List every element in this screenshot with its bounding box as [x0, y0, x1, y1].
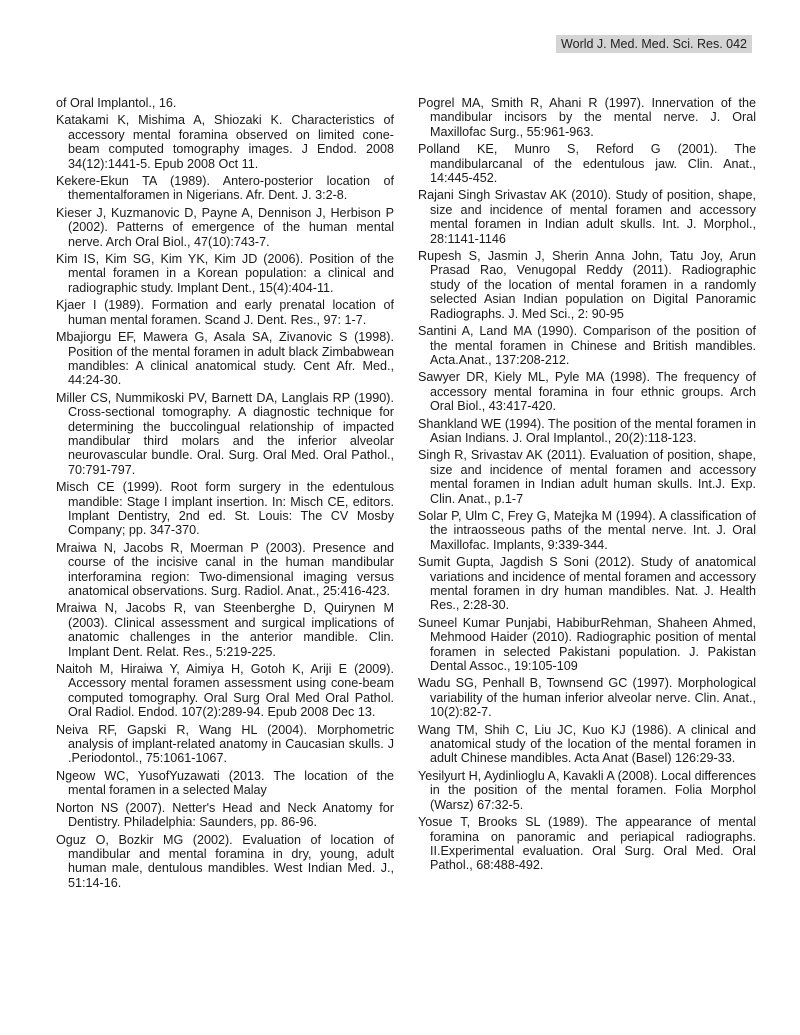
reference-entry: Sumit Gupta, Jagdish S Soni (2012). Study of anatomical variations and incidence of mental foramen and accessory mental foramen in dry human mandibles. Nat. J. Health Res., 2:28-30.	[418, 555, 756, 613]
reference-entry: Mraiwa N, Jacobs R, van Steenberghe D, Quirynen M (2003). Clinical assessment and surgical implications of anatomic challenges in the anterior mandible. Clin. Implant Dent. Relat. Res., 5:219-225.	[56, 601, 394, 659]
reference-entry: Yesilyurt H, Aydinlioglu A, Kavakli A (2008). Local differences in the position of the mental foramen. Folia Morphol (Warsz) 67:32-5.	[418, 768, 756, 812]
reference-entry: Rajani Singh Srivastav AK (2010). Study of position, shape, size and incidence of mental foramen and accessory mental foramen in Indian adult skulls. Int. J. Morphol., 28:1141-1146	[418, 188, 756, 246]
references-left-column	[56, 96, 394, 893]
reference-entry: Wadu SG, Penhall B, Townsend GC (1997). Morphological variability of the human inferior alveolar nerve. Clin. Anat., 10(2):82-7.	[418, 676, 756, 720]
reference-entry: Neiva RF, Gapski R, Wang HL (2004). Morphometric analysis of implant-related anatomy in Caucasian skulls. J .Periodontol., 75:1061-1067.	[56, 722, 394, 766]
running-head: World J. Med. Med. Sci. Res. 042	[556, 35, 752, 53]
reference-entry: Rupesh S, Jasmin J, Sherin Anna John, Tatu Joy, Arun Prasad Rao, Venugopal Reddy (2011). Radiographic study of the location of mental foramen in a randomly selected Asian Indian population on Digital Panoramic Radiographs. J. Med Sci., 2: 90-95	[418, 249, 756, 321]
reference-entry: Kieser J, Kuzmanovic D, Payne A, Dennison J, Herbison P (2002). Patterns of emergence of the human mental nerve. Arch Oral Biol., 47(10):743-7.	[56, 205, 394, 249]
reference-entry: of Oral Implantol., 16.	[56, 96, 177, 110]
reference-entry: Kjaer I (1989). Formation and early prenatal location of human mental foramen. Scand J. Dent. Res., 97: 1-7.	[56, 298, 394, 327]
reference-entry: Naitoh M, Hiraiwa Y, Aimiya H, Gotoh K, Ariji E (2009). Accessory mental foramen assessment using cone-beam computed tomography. Oral Surg Oral Med Oral Pathol. Oral Radiol. Endod. 107(2):289-94. Epub 2008 Dec 13.	[56, 662, 394, 720]
reference-entry: Sawyer DR, Kiely ML, Pyle MA (1998). The frequency of accessory mental foramina in four ethnic groups. Arch Oral Biol., 43:417-420.	[418, 370, 756, 414]
reference-entry: Pogrel MA, Smith R, Ahani R (1997). Innervation of the mandibular incisors by the mental nerve. J. Oral Maxillofac Surg., 55:961-963.	[418, 96, 756, 139]
reference-entry: Mbajiorgu EF, Mawera G, Asala SA, Zivanovic S (1998). Position of the mental foramen in adult black Zimbabwean mandibles: A clinical anatomical study. Cent Afr. Med., 44:24-30.	[56, 330, 394, 388]
reference-entry: Ngeow WC, YusofYuzawati (2013. The location of the mental foramen in a selected Malay	[56, 768, 394, 798]
reference-entry: Polland KE, Munro S, Reford G (2001). The mandibularcanal of the edentulous jaw. Clin. Anat., 14:445-452.	[418, 142, 756, 186]
reference-entry: Solar P, Ulm C, Frey G, Matejka M (1994). A classification of the intraosseous paths of the mental nerve. Int. J. Oral Maxillofac. Implants, 9:339-344.	[418, 508, 756, 552]
reference-entry: Yosue T, Brooks SL (1989). The appearance of mental foramina on panoramic and periapical radiographs. II.Experimental evaluation. Oral Surg. Oral Med. Oral Pathol., 68:488-492.	[418, 815, 756, 873]
reference-entry: Katakami K, Mishima A, Shiozaki K. Characteristics of accessory mental foramina observed on limited cone-beam computed tomography images. J Endod. 2008 34(12):1441-5. Epub 2008 Oct 11.	[56, 113, 394, 171]
reference-entry: Kekere-Ekun TA (1989). Antero-posterior location of thementalforamen in Nigerians. Afr. Dent. J. 3:2-8.	[56, 174, 394, 203]
reference-entry: Kim IS, Kim SG, Kim YK, Kim JD (2006). Position of the mental foramen in a Korean population: a clinical and radiographic study. Implant Dent., 15(4):404-11.	[56, 252, 394, 295]
reference-entry: Shankland WE (1994). The position of the mental foramen in Asian Indians. J. Oral Implantol., 20(2):118-123.	[418, 416, 756, 445]
reference-entry: Wang TM, Shih C, Liu JC, Kuo KJ (1986). A clinical and anatomical study of the location of the mental foramen in adult Chinese mandibles. Acta Anat (Basel) 126:29-33.	[418, 722, 756, 766]
reference-entry: Miller CS, Nummikoski PV, Barnett DA, Langlais RP (1990). Cross-sectional tomography. A diagnostic technique for determining the buccolingual relationship of impacted mandibular third molars and the inferior alveolar neurovascular bundle. Oral. Surg. Oral Med. Oral Pathol., 70:791-797.	[56, 390, 394, 477]
reference-entry: Misch CE (1999). Root form surgery in the edentulous mandible: Stage I implant insertion. In: Misch CE, editors. Implant Dentistry, 2nd ed. St. Louis: The CV Mosby Company; pp. 347-370.	[56, 480, 394, 538]
reference-entry: Norton NS (2007). Netter's Head and Neck Anatomy for Dentistry. Philadelphia: Saunders, pp. 86-96.	[56, 800, 394, 830]
reference-entry: Oguz O, Bozkir MG (2002). Evaluation of location of mandibular and mental foramina in dry, young, adult human male, dentulous mandibles. West Indian Med. J., 51:14-16.	[56, 832, 394, 890]
reference-entry: Singh R, Srivastav AK (2011). Evaluation of position, shape, size and incidence of mental foramen and accessory mental foramen in Indian adult human skulls. Int.J. Exp. Clin. Anat., p.1-7	[418, 448, 756, 506]
references-right-column	[418, 96, 756, 876]
reference-entry: Mraiwa N, Jacobs R, Moerman P (2003). Presence and course of the incisive canal in the human mandibular interforamina region: Two-dimensional imaging versus anatomical observations. Surg. Radiol. Anat., 25:416-423.	[56, 540, 394, 598]
reference-entry: Suneel Kumar Punjabi, HabiburRehman, Shaheen Ahmed, Mehmood Haider (2010). Radiographic position of mental foramen in selected Pakistani population. J. Pakistan Dental Assoc., 19:105-109	[418, 615, 756, 674]
reference-entry: Santini A, Land MA (1990). Comparison of the position of the mental foramen in Chinese and British mandibles. Acta.Anat., 137:208-212.	[418, 324, 756, 367]
